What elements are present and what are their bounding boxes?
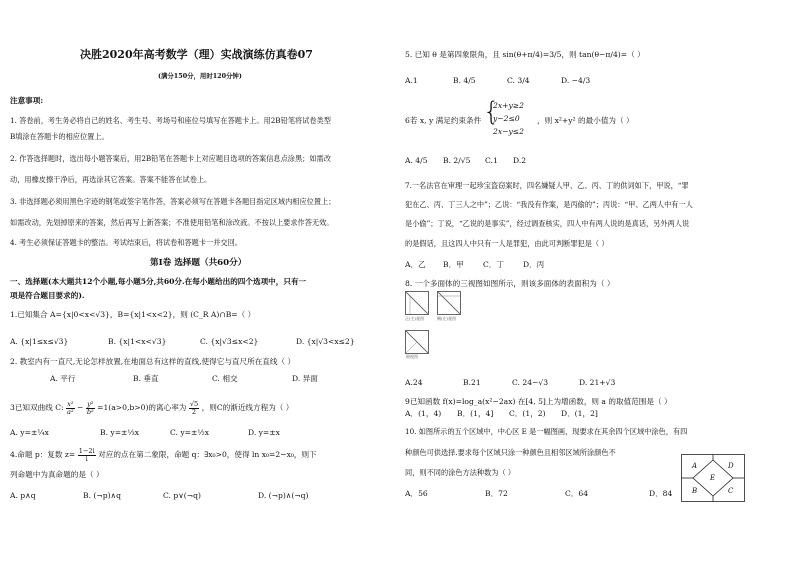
question-10-line: 10. 如图所示的五个区域中，中心区 E 是一幅图画，现要求在其余四个区域中涂色，有四: [405, 427, 688, 436]
question-6-option-b[interactable]: B. 2/√5: [443, 156, 471, 165]
question-2-option-c[interactable]: C. 相交: [212, 374, 238, 383]
question-10-option-d[interactable]: D．84: [649, 489, 673, 498]
question-7-line: 是小偷”；丁说，“乙说的是事实”，经过调查核实，四人中有两人说的是真话，另外两人说: [405, 219, 690, 228]
region-label-c: C: [728, 487, 734, 495]
question-5-option-b[interactable]: B. 4/5: [453, 76, 476, 85]
question-7-option-b[interactable]: B．甲: [443, 260, 464, 269]
note-line: 3. 非选择题必须用黑色字迹的钢笔或签字笔作答，答案必须写在答题卡各题目指定区域内相应位置上；: [10, 197, 336, 206]
question-1-stem: 1.已知集合 A={x|0<x<√3}，B={x|1<x<2}，则 (C_R A)∩B=（ ）: [10, 310, 256, 319]
question-2-stem: 2. 教室内有一直尺,无论怎样放置,在地面总有这样的直线,使得它与直尺所在直线（ ）: [10, 357, 296, 366]
question-6-option-d[interactable]: D.2: [513, 156, 527, 165]
question-4-option-b[interactable]: B. (¬p)∧q: [83, 491, 121, 500]
question-7-option-a[interactable]: A．乙: [405, 260, 426, 269]
question-10-option-b[interactable]: B．72: [485, 489, 508, 498]
front-view-caption: 正(主)视图: [405, 316, 425, 321]
question-10-option-a[interactable]: A．56: [405, 489, 428, 498]
question-10-option-c[interactable]: C．64: [565, 489, 589, 498]
question-4-option-c[interactable]: C. p∨(¬q): [163, 491, 201, 500]
question-5-option-a[interactable]: A.1: [405, 76, 418, 85]
question-7-line: 的是假话，且这四人中只有一人是罪犯，由此可判断罪犯是（ ）: [405, 239, 609, 248]
question-3-option-d[interactable]: D. y=±x: [248, 428, 280, 437]
constraint: 2x−y≤2: [493, 127, 524, 136]
side-view-caption: 侧(左)视图: [437, 316, 457, 321]
note-line: 动，用橡皮擦干净后，再选涂其它答案。答案不能答在试卷上。: [10, 175, 212, 184]
question-8-option-d[interactable]: D. 21+√3: [579, 378, 616, 387]
question-8-option-c[interactable]: C. 24−√3: [512, 378, 549, 387]
question-7-option-d[interactable]: D．丙: [523, 260, 545, 269]
question-4-stem-line2: 列命题中为真命题的是（ ）: [10, 470, 104, 479]
note-line: B填涂在答题卡的相应位置上。: [10, 132, 109, 141]
constraint: 2x+y≥2: [493, 101, 524, 110]
section-heading: 第Ⅰ卷 选择题（共60分）: [150, 258, 247, 268]
system-brace: {: [483, 97, 500, 127]
region-label-d: D: [728, 462, 734, 470]
question-2-option-a[interactable]: A. 平行: [50, 374, 76, 383]
question-8-option-a[interactable]: A.24: [405, 378, 423, 387]
question-7-line: 7.一名法官在审理一起珍宝盗窃案时，四名嫌疑人甲、乙、丙、丁的供词如下，甲说，“罪: [405, 181, 689, 190]
exam-subtitle: (满分150分，用时120分钟): [158, 72, 242, 80]
question-9-option-d[interactable]: D．(1，2]: [561, 409, 598, 418]
question-4-stem: 4.命题 p：复数 z= $\frac{1-2i}{i}$ 对应的点在第二象限，命题 q：∃x₀>0，使得 ln x₀=2−x₀，则下: [10, 446, 317, 463]
right-column: [397, 0, 794, 564]
question-2-option-b[interactable]: B. 垂直: [133, 374, 159, 383]
note-line: 如需改动，先划掉原来的答案，然后再写上新答案；不准使用铅笔和涂改液。不按以上要求作答无效。: [10, 218, 334, 227]
constraint: y−2≤0: [493, 114, 520, 123]
question-9-option-b[interactable]: B．(1，4]: [457, 409, 494, 418]
question-6-option-a[interactable]: A. 4/5: [405, 156, 428, 165]
question-4-option-a[interactable]: A. p∧q: [10, 491, 36, 500]
question-7-option-c[interactable]: C．丁: [483, 260, 504, 269]
question-8-stem: 8. 一个多面体的三视图如图所示，则该多面体的表面积为（ ）: [405, 279, 615, 288]
note-line: 4. 考生必须保证答题卡的整洁。考试结束后，将试卷和答题卡一并交回。: [10, 238, 242, 247]
question-1-option-b[interactable]: B. {x|1<x<√3}: [108, 337, 167, 346]
question-10-line: 种颜色可供选择.要求每个区域只涂一种颜色且相邻区域所涂颜色不: [405, 448, 616, 457]
side-view-figure: [437, 291, 461, 315]
question-5-option-d[interactable]: D. −4/3: [561, 76, 591, 85]
question-5-option-c[interactable]: C. 3/4: [507, 76, 530, 85]
question-3-stem-pre: 3已知双曲线 C:: [10, 403, 64, 412]
region-label-a: A: [692, 462, 698, 470]
question-3-stem: 3已知双曲线 C: $\frac{\text{x²}}{\text{a²}}$ − $\frac{\text{y²}}{\text{b²}}$ =1(a>0,b>0)的离心率为 $\frac{√5}{2}$ ，则C的渐近线方程为（ ）: [10, 399, 294, 416]
question-3-option-b[interactable]: B. y=±⅓x: [100, 428, 140, 437]
question-1-option-d[interactable]: D. {x|√3<x≤2}: [296, 337, 355, 346]
question-4-complex-fraction: $\frac{1-2i}{i}$: [78, 446, 95, 463]
section-instruction: 项是符合题目要求的).: [10, 291, 85, 300]
question-4-option-d[interactable]: D. (¬p)∧(¬q): [258, 491, 309, 500]
question-5-stem: 5. 已知 θ 是第四象限角，且 sin(θ+π/4)=3/5，则 tan(θ−π/4)=（ ）: [405, 50, 645, 59]
question-8-option-b[interactable]: B.21: [463, 378, 481, 387]
notes-heading: 注意事项:: [10, 96, 44, 105]
question-7-line: 犯在乙、丙、丁三人之中”；乙说：“我没有作案，是丙偷的”；丙说：“甲、乙两人中有一人: [405, 200, 693, 209]
question-6-option-c[interactable]: C.1: [485, 156, 498, 165]
region-label-e: E: [710, 474, 716, 482]
question-1-option-c[interactable]: C. {x|√3≤x<2}: [200, 337, 259, 346]
question-3-fraction: $\frac{\text{y²}}{\text{b²}}$: [86, 399, 94, 416]
note-line: 1. 答卷前，考生务必将自己的姓名、考生号、考场号和座位号填写在答题卡上。用2B铅笔将试卷类型: [10, 116, 331, 125]
top-view-caption: 俯视图: [406, 354, 418, 359]
question-1-option-a[interactable]: A. {x|1≤x≤√3}: [10, 337, 69, 346]
question-10-line: 同，则不同的涂色方法种数为（ ）: [405, 468, 516, 477]
question-3-option-a[interactable]: A. y=±¼x: [10, 428, 49, 437]
question-3-option-c[interactable]: C. y=±½x: [170, 428, 210, 437]
region-figure: [681, 454, 745, 502]
question-9-stem: 9已知函数 f(x)=log_a(x²−2ax) 在[4, 5]上为增函数，则 a 的取值范围是（ ）: [405, 397, 672, 406]
front-view-figure: [405, 291, 429, 315]
question-3-eccentricity: $\frac{√5}{2}$: [189, 399, 199, 416]
question-9-option-a[interactable]: A．(1，4): [405, 409, 442, 418]
top-view-figure: [405, 330, 429, 354]
question-3-fraction: $\frac{\text{x²}}{\text{a²}}$: [67, 399, 74, 416]
question-6-stem-post: ，则 x²+y² 的最小值为（ ）: [537, 116, 634, 125]
section-instruction: 一、选择题(本大题共12个小题,每小题5分,共60分.在每小题给出的四个选项中，只有一: [10, 277, 307, 286]
question-6-stem-pre: 6若 x, y 满足约束条件: [405, 116, 482, 125]
note-line: 2. 作答选择题时，选出每小题答案后，用2B铅笔在答题卡上对应题目选项的答案信息点涂黑；如需改: [10, 154, 331, 163]
region-label-b: B: [692, 487, 698, 495]
question-9-option-c[interactable]: C．(1，2): [509, 409, 546, 418]
exam-title: 决胜2020年高考数学（理）实战演练仿真卷07: [80, 48, 313, 61]
question-2-option-d[interactable]: D. 异面: [292, 374, 318, 383]
